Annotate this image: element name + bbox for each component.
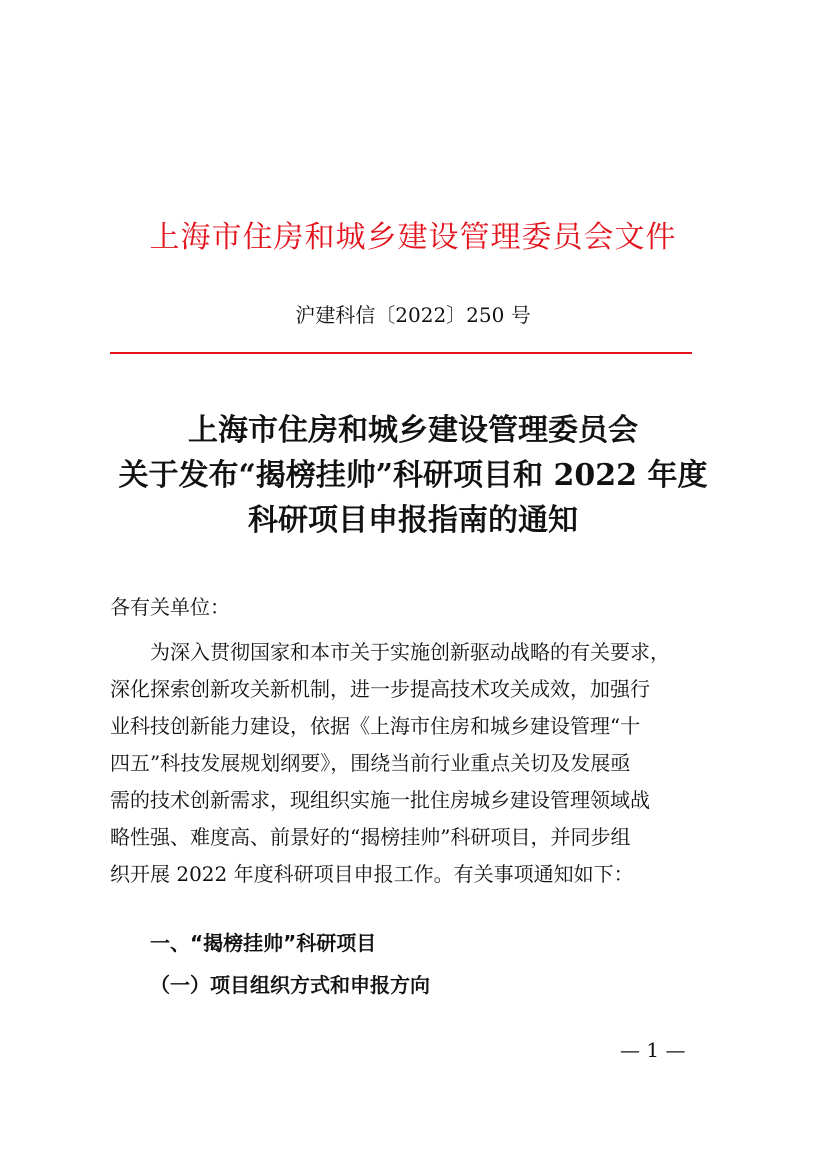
paragraph-line: 需的技术创新需求，现组织实施一批住房城乡建设管理领域战: [110, 788, 650, 812]
paragraph-line: 略性强、难度高、前景好的“揭榜挂帅”科研项目，并同步组: [110, 825, 631, 849]
red-separator-line: [110, 352, 692, 354]
paragraph-line: 业科技创新能力建设，依据《上海市住房和城乡建设管理“十: [110, 714, 641, 738]
document-title: [0, 408, 826, 543]
salutation: 各有关单位：: [110, 595, 230, 619]
title-line-1: 上海市住房和城乡建设管理委员会: [188, 413, 638, 448]
paragraph-line: 四五”科技发展规划纲要》，围绕当前行业重点关切及发展亟: [110, 751, 631, 775]
paragraph-line: 深化探索创新攻关新机制，进一步提高技术攻关成效，加强行: [110, 677, 650, 701]
page-number: — 1 —: [620, 1038, 686, 1062]
issuer-header: 上海市住房和城乡建设管理委员会文件: [149, 220, 677, 255]
paragraph-line: 织开展 2022 年度科研项目申报工作。有关事项通知如下：: [110, 862, 634, 886]
section-heading-1: 一、“揭榜挂帅”科研项目: [150, 931, 377, 955]
section-heading-2: （一）项目组织方式和申报方向: [150, 973, 430, 997]
body-paragraph: [110, 634, 720, 893]
paragraph-line: 为深入贯彻国家和本市关于实施创新驱动战略的有关要求，: [110, 640, 670, 664]
title-line-3: 科研项目申报指南的通知: [248, 503, 578, 538]
title-line-2: 关于发布“揭榜挂帅”科研项目和 2022 年度: [118, 458, 708, 493]
document-number: 沪建科信〔2022〕250 号: [295, 303, 531, 327]
